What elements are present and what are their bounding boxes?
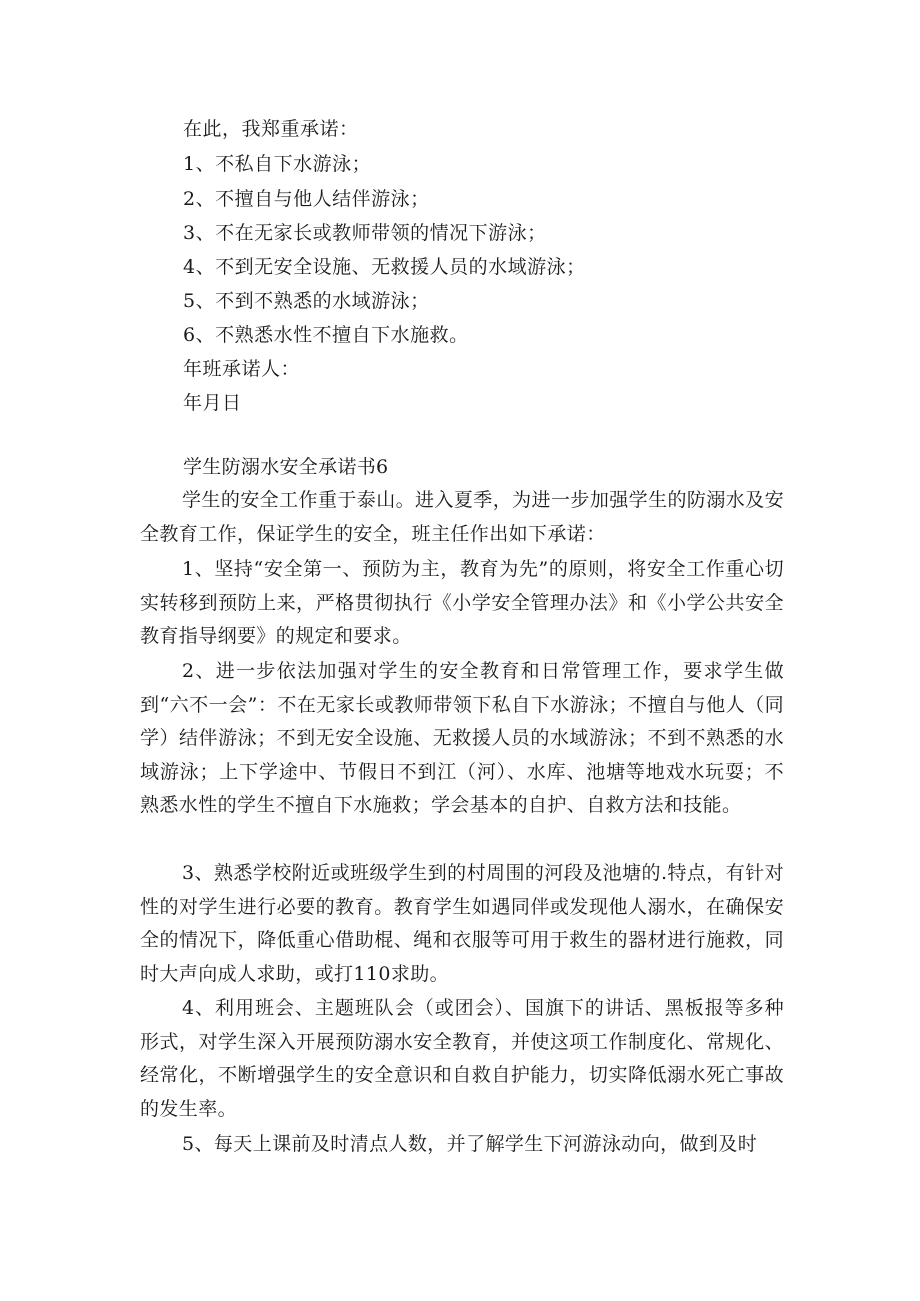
pledge-item-3: 3、不在无家长或教师带领的情况下游泳； bbox=[183, 222, 547, 244]
pledge-item-2: 2、不擅自与他人结伴游泳； bbox=[183, 188, 430, 210]
paragraph-4: 4、利用班会、主题班队会（或团会）、国旗下的讲话、黑板报等多种形式，对学生深入开展预防溺水安全教育，并使这项工作制度化、常规化、经常化，不断增强学生的安全意识和自救自护能力，切实降低溺水死亡事故的发生率。 bbox=[140, 997, 784, 1120]
pledge-item-6: 6、不熟悉水性不擅自下水施救。 bbox=[183, 324, 469, 346]
pledge-date: 年月日 bbox=[183, 392, 242, 414]
pledge-item-5: 5、不到不熟悉的水域游泳； bbox=[183, 290, 430, 312]
pledge-signature: 年班承诺人： bbox=[183, 358, 301, 380]
paragraph-5: 5、每天上课前及时清点人数，并了解学生下河游泳动向，做到及时 bbox=[182, 1133, 758, 1155]
paragraph-1: 1、坚持“安全第一、预防为主，教育为先”的原则，将安全工作重心切实转移到预防上来，严格贯彻执行《小学安全管理办法》和《小学公共安全教育指导纲要》的规定和要求。 bbox=[140, 558, 784, 647]
paragraph-intro: 学生的安全工作重于泰山。进入夏季，为进一步加强学生的防溺水及安全教育工作，保证学生的安全，班主任作出如下承诺： bbox=[140, 489, 784, 545]
document-title: 学生防溺水安全承诺书6 bbox=[183, 456, 389, 478]
pledge-intro: 在此，我郑重承诺： bbox=[183, 118, 359, 140]
paragraph-3: 3、熟悉学校附近或班级学生到的村周围的河段及池塘的.特点，有针对性的对学生进行必要的教育。教育学生如遇同伴或发现他人溺水，在确保安全的情况下，降低重心借助棍、绳和衣服等可用于救生的器材进行施救，同时大声向成人求助，或打110求助。 bbox=[140, 862, 784, 985]
pledge-item-4: 4、不到无安全设施、无救援人员的水域游泳； bbox=[183, 256, 586, 278]
pledge-item-1: 1、不私自下水游泳； bbox=[183, 153, 372, 175]
paragraph-2: 2、进一步依法加强对学生的安全教育和日常管理工作，要求学生做到“六不一会”：不在无家长或教师带领下私自下水游泳；不擅自与他人（同学）结伴游泳；不到无安全设施、无救援人员的水域游泳；不到不熟悉的水域游泳；上下学途中、节假日不到江（河）、水库、池塘等地戏水玩耍；不熟悉水性的学生不擅自下水施救；学会基本的自护、自救方法和技能。 bbox=[140, 660, 784, 816]
